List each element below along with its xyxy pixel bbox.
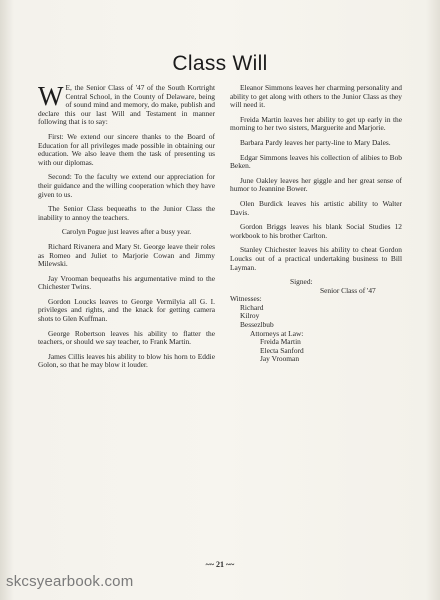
right-column — [230, 84, 402, 364]
drop-cap: W — [38, 81, 64, 111]
attorneys-label: Attorneys at Law: — [250, 328, 304, 338]
intro-text: E, the Senior Class of '47 of the South Kortright Central School, in the County of Delaware, being of sound mind and memory, do make, publish and declare this our last Will and Testament in manner following that is to say: — [38, 83, 215, 127]
will-paragraph: James Cillis leaves his ability to blow his horn to Eddie Golon, so that he may blow it louder. — [38, 351, 215, 370]
signed-label: Signed: — [290, 277, 313, 287]
will-paragraph: Barbara Pardy leaves her party-line to Mary Dales. — [240, 137, 391, 147]
will-paragraph: Jay Vrooman bequeaths his argumentative mind to the Chichester Twins. — [38, 273, 215, 292]
attorney-name: Freida Martin — [260, 337, 301, 347]
will-paragraph: Eleanor Simmons leaves her charming personality and ability to get along with others to the Junior Class as they will need it. — [230, 83, 402, 110]
signed-by: Senior Class of '47 — [320, 285, 376, 295]
witnesses-label: Witnesses: — [230, 294, 262, 304]
will-paragraph: George Robertson leaves his ability to flatter the teachers, or should we say teacher, to Frank Martin. — [38, 328, 215, 347]
page-number: ~~ 21 ~~ — [205, 560, 235, 569]
will-paragraph: Stanley Chichester leaves his ability to cheat Gordon Loucks out of a practical undertaking business to Bill Layman. — [230, 245, 402, 272]
will-paragraph: Gordon Loucks leaves to George Vermilyia all G. I. privileges and rights, and the knack for getting camera shots to Glen Kuffman. — [38, 296, 215, 324]
will-paragraph: Freida Martin leaves her ability to get up early in the morning to her two sisters, Marguerite and Marjorie. — [230, 114, 402, 133]
will-paragraph: First: We extend our sincere thanks to the Board of Education for all privileges made possible in obtaining our education. We also leave them the task of presenting us with our diplomas. — [38, 131, 215, 167]
will-paragraph: Second: To the faculty we extend our appreciation for their guidance and the willing cooperation which they have given to us. — [38, 172, 215, 199]
will-paragraph: Olen Burdick leaves his artistic ability to Walter Davis. — [230, 198, 402, 217]
intro-paragraph — [38, 81, 215, 127]
will-paragraph: June Oakley leaves her giggle and her great sense of humor to Jeannine Bower. — [230, 175, 402, 194]
page-title: Class Will — [172, 52, 268, 75]
witness-name: Richard — [240, 302, 264, 312]
signature-block — [230, 278, 402, 364]
will-paragraph: The Senior Class bequeaths to the Junior Class the inability to annoy the teachers. — [38, 204, 215, 222]
left-column — [38, 81, 215, 376]
witness-name: Bessezlbub — [240, 320, 274, 330]
attorney-name: Jay Vrooman — [260, 354, 300, 364]
watermark-text: skcsyearbook.com — [6, 573, 134, 590]
will-paragraph: Richard Rivanera and Mary St. George leave their roles as Romeo and Juliet to Marjorie Cowan and Jimmy Milewski. — [38, 241, 215, 269]
will-paragraph: Gordon Briggs leaves his blank Social Studies 12 workbook to his brother Carlton. — [230, 222, 402, 240]
will-paragraph: Carolyn Pogue just leaves after a busy year. — [61, 227, 192, 237]
attorney-name: Electa Sanford — [260, 345, 304, 355]
witness-name: Kilroy — [240, 311, 260, 321]
will-paragraph: Edgar Simmons leaves his collection of alibies to Bob Beken. — [230, 152, 402, 171]
